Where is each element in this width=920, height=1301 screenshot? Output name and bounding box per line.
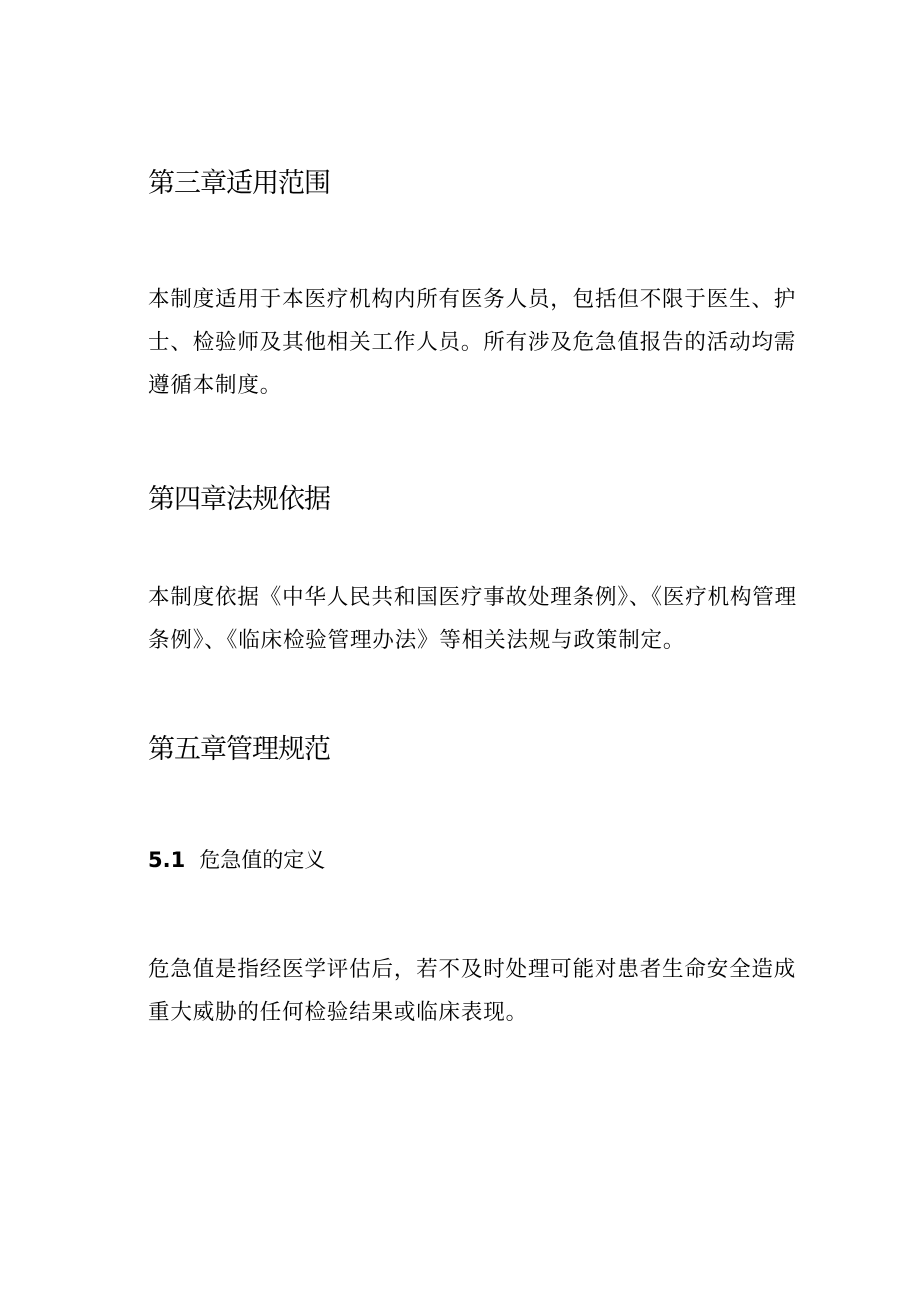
section-5-1-paragraph: 危急值是指经医学评估后，若不及时处理可能对患者生命安全造成重大威胁的任何检验结果或临床表现。 <box>148 957 797 1025</box>
section-5-1-heading <box>148 846 798 874</box>
section-title: 危急值的定义 <box>199 848 326 872</box>
chapter-4-heading: 第四章法规依据 <box>148 484 330 515</box>
chapter-5-heading: 第五章管理规范 <box>148 734 330 765</box>
chapter-3-paragraph: 本制度适用于本医疗机构内所有医务人员，包括但不限于医生、护士、检验师及其他相关工作人员。所有涉及危急值报告的活动均需遵循本制度。 <box>148 287 797 398</box>
section-number: 5.1 <box>148 848 186 872</box>
chapter-3-heading: 第三章适用范围 <box>148 168 330 199</box>
chapter-4-paragraph: 本制度依据《中华人民共和国医疗事故处理条例》、《医疗机构管理条例》、《临床检验管理办法》等相关法规与政策制定。 <box>148 585 798 653</box>
